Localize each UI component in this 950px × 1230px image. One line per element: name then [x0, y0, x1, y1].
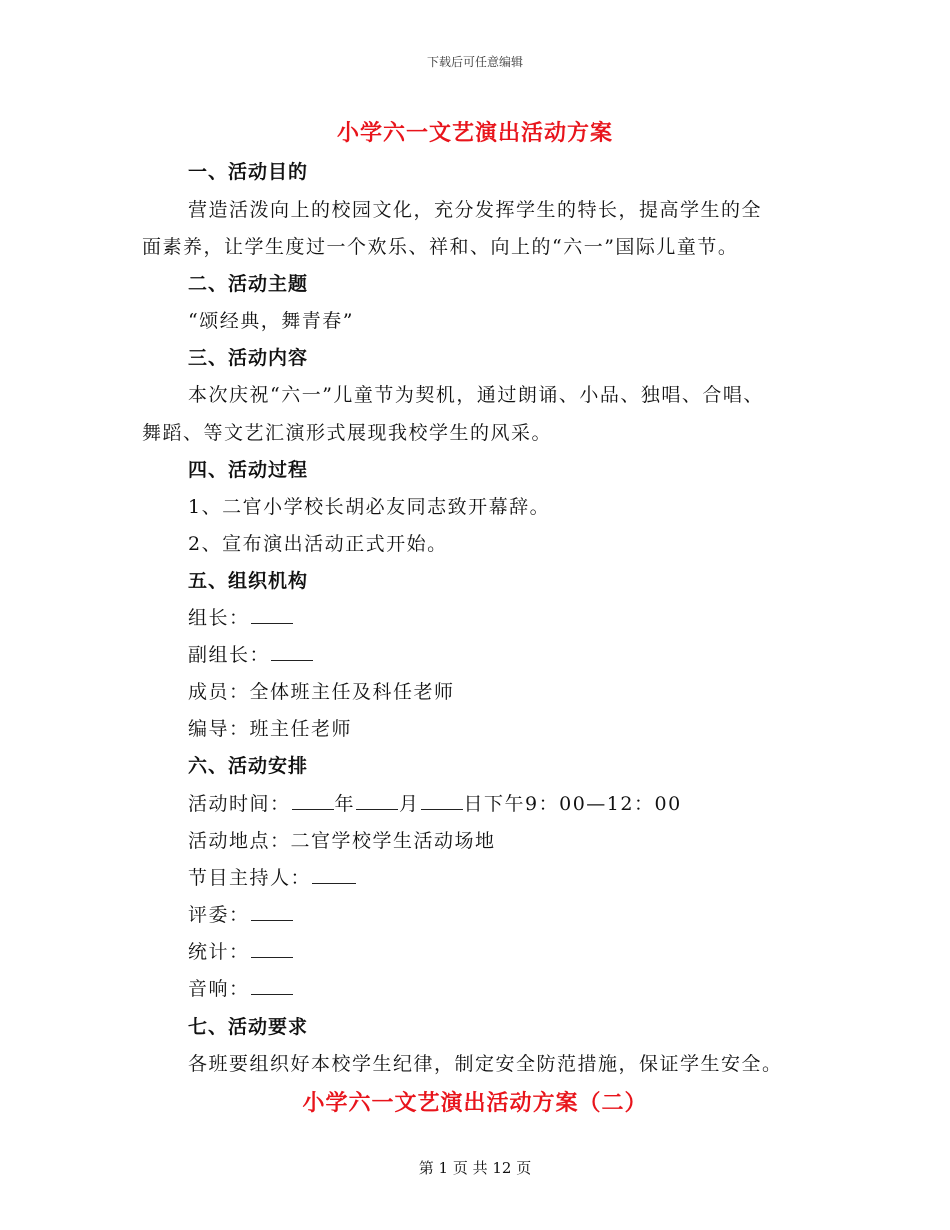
time-label: 活动时间：	[188, 793, 291, 815]
leader-blank	[251, 607, 293, 624]
document-title-2: 小学六一文艺演出活动方案（二）	[302, 1090, 648, 1116]
statistics-label: 统计：	[188, 941, 250, 963]
statistics-blank	[251, 941, 293, 958]
sound-label: 音响：	[188, 978, 250, 1000]
section-6-heading: 六、活动安排	[188, 755, 309, 777]
section-5-director: 编导：班主任老师	[188, 718, 353, 740]
section-4-heading: 四、活动过程	[188, 459, 309, 481]
section-4-line-1: 1、二官小学校长胡必友同志致开幕辞。	[188, 496, 551, 518]
year-label: 年	[334, 793, 356, 815]
section-6-judges	[188, 900, 294, 927]
section-6-time	[188, 789, 682, 816]
section-6-statistics	[188, 937, 294, 964]
section-6-sound	[188, 974, 294, 1001]
judges-blank	[251, 904, 293, 921]
section-7-heading: 七、活动要求	[188, 1016, 309, 1038]
month-blank	[356, 793, 398, 810]
month-label: 月	[399, 793, 420, 815]
section-5-members: 成员：全体班主任及科任老师	[188, 681, 455, 703]
section-5-heading: 五、组织机构	[188, 570, 309, 592]
header-note: 下载后可任意编辑	[426, 55, 523, 69]
section-6-location: 活动地点：二官学校学生活动场地	[188, 830, 496, 852]
leader-label: 组长：	[188, 607, 250, 629]
section-3-line-1: 本次庆祝“六一”儿童节为契机，通过朗诵、小品、独唱、合唱、	[188, 384, 764, 406]
section-1-line-2: 面素养，让学生度过一个欢乐、祥和、向上的“六一”国际儿童节。	[142, 236, 739, 258]
host-blank	[312, 867, 356, 884]
section-2-heading: 二、活动主题	[188, 273, 309, 295]
section-1-line-1: 营造活泼向上的校园文化，充分发挥学生的特长，提高学生的全	[188, 199, 763, 221]
section-5-leader	[188, 603, 294, 630]
section-6-host	[188, 863, 357, 890]
document-title: 小学六一文艺演出活动方案	[336, 120, 613, 146]
section-2-line-1: “颂经典，舞青春”	[188, 310, 354, 332]
day-blank	[421, 793, 463, 810]
vice-leader-blank	[271, 644, 313, 661]
judges-label: 评委：	[188, 904, 250, 926]
host-label: 节目主持人：	[188, 867, 312, 889]
section-1-heading: 一、活动目的	[188, 161, 309, 183]
year-blank	[292, 793, 334, 810]
section-3-heading: 三、活动内容	[188, 347, 309, 369]
vice-leader-label: 副组长：	[188, 644, 271, 666]
section-7-line-1: 各班要组织好本校学生纪律，制定安全防范措施，保证学生安全。	[188, 1053, 783, 1075]
section-3-line-2: 舞蹈、等文艺汇演形式展现我校学生的风采。	[142, 422, 553, 444]
section-5-vice-leader	[188, 640, 314, 667]
page-footer: 第 1 页 共 12 页	[418, 1159, 532, 1177]
section-4-line-2: 2、宣布演出活动正式开始。	[188, 533, 448, 555]
sound-blank	[251, 978, 293, 995]
day-time-label: 日下午9：00—12：00	[463, 793, 682, 815]
